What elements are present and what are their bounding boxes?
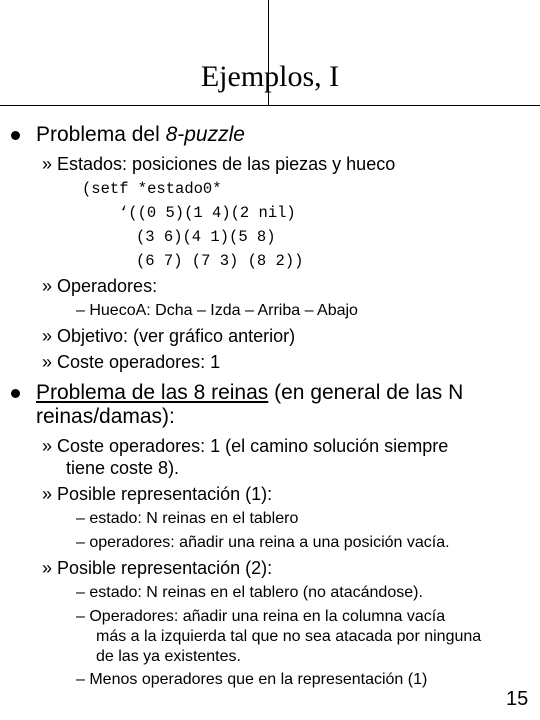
rep2-operadores-3: de las ya existentes. — [96, 648, 241, 665]
estados-line: » Estados: posiciones de las piezas y hueco — [42, 154, 396, 174]
bullet-dot-icon — [11, 389, 20, 398]
code-line-1: (setf *estado0* — [82, 180, 222, 198]
title-horizontal-rule — [0, 105, 540, 106]
heading-text: (en general de las N — [268, 381, 464, 404]
coste-reinas-line-1: » Coste operadores: 1 (el camino solución siempre — [42, 436, 449, 456]
heading-8-reinas-cont: reinas/damas): — [36, 405, 175, 428]
bullet-dot-icon — [11, 131, 20, 140]
rep2-operadores-1: – Operadores: añadir una reina en la columna vacía — [76, 608, 446, 625]
rep2-line: » Posible representación (2): — [42, 558, 273, 578]
heading-8-reinas — [36, 381, 463, 405]
code-line-3: (3 6)(4 1)(5 8) — [136, 228, 276, 246]
code-line-2: ‘((0 5)(1 4)(2 nil) — [119, 204, 296, 222]
rep2-menos-operadores: – Menos operadores que en la representación (1) — [76, 671, 428, 688]
objetivo-line: » Objetivo: (ver gráfico anterior) — [42, 326, 296, 346]
operadores-line: » Operadores: — [42, 276, 158, 296]
heading-link[interactable]: Problema de las 8 reinas — [36, 381, 269, 404]
heading-text: Problema del — [36, 123, 166, 146]
code-line-4: (6 7) (7 3) (8 2)) — [136, 252, 304, 270]
rep1-estado: – estado: N reinas en el tablero — [76, 510, 299, 527]
coste-line: » Coste operadores: 1 — [42, 352, 221, 372]
coste-reinas-line-2: tiene coste 8). — [66, 458, 180, 478]
page-number: 15 — [506, 688, 529, 710]
heading-italic: 8-puzzle — [165, 123, 245, 146]
hueco-line: – HuecoA: Dcha – Izda – Arriba – Abajo — [76, 302, 358, 319]
rep1-operadores: – operadores: añadir una reina a una posición vacía. — [76, 534, 450, 551]
rep2-estado: – estado: N reinas en el tablero (no atacándose). — [76, 584, 423, 601]
heading-8-puzzle — [36, 123, 245, 147]
slide-title: Ejemplos, I — [200, 60, 340, 93]
rep2-operadores-2: más a la izquierda tal que no sea atacada por ninguna — [96, 628, 482, 645]
rep1-line: » Posible representación (1): — [42, 484, 273, 504]
